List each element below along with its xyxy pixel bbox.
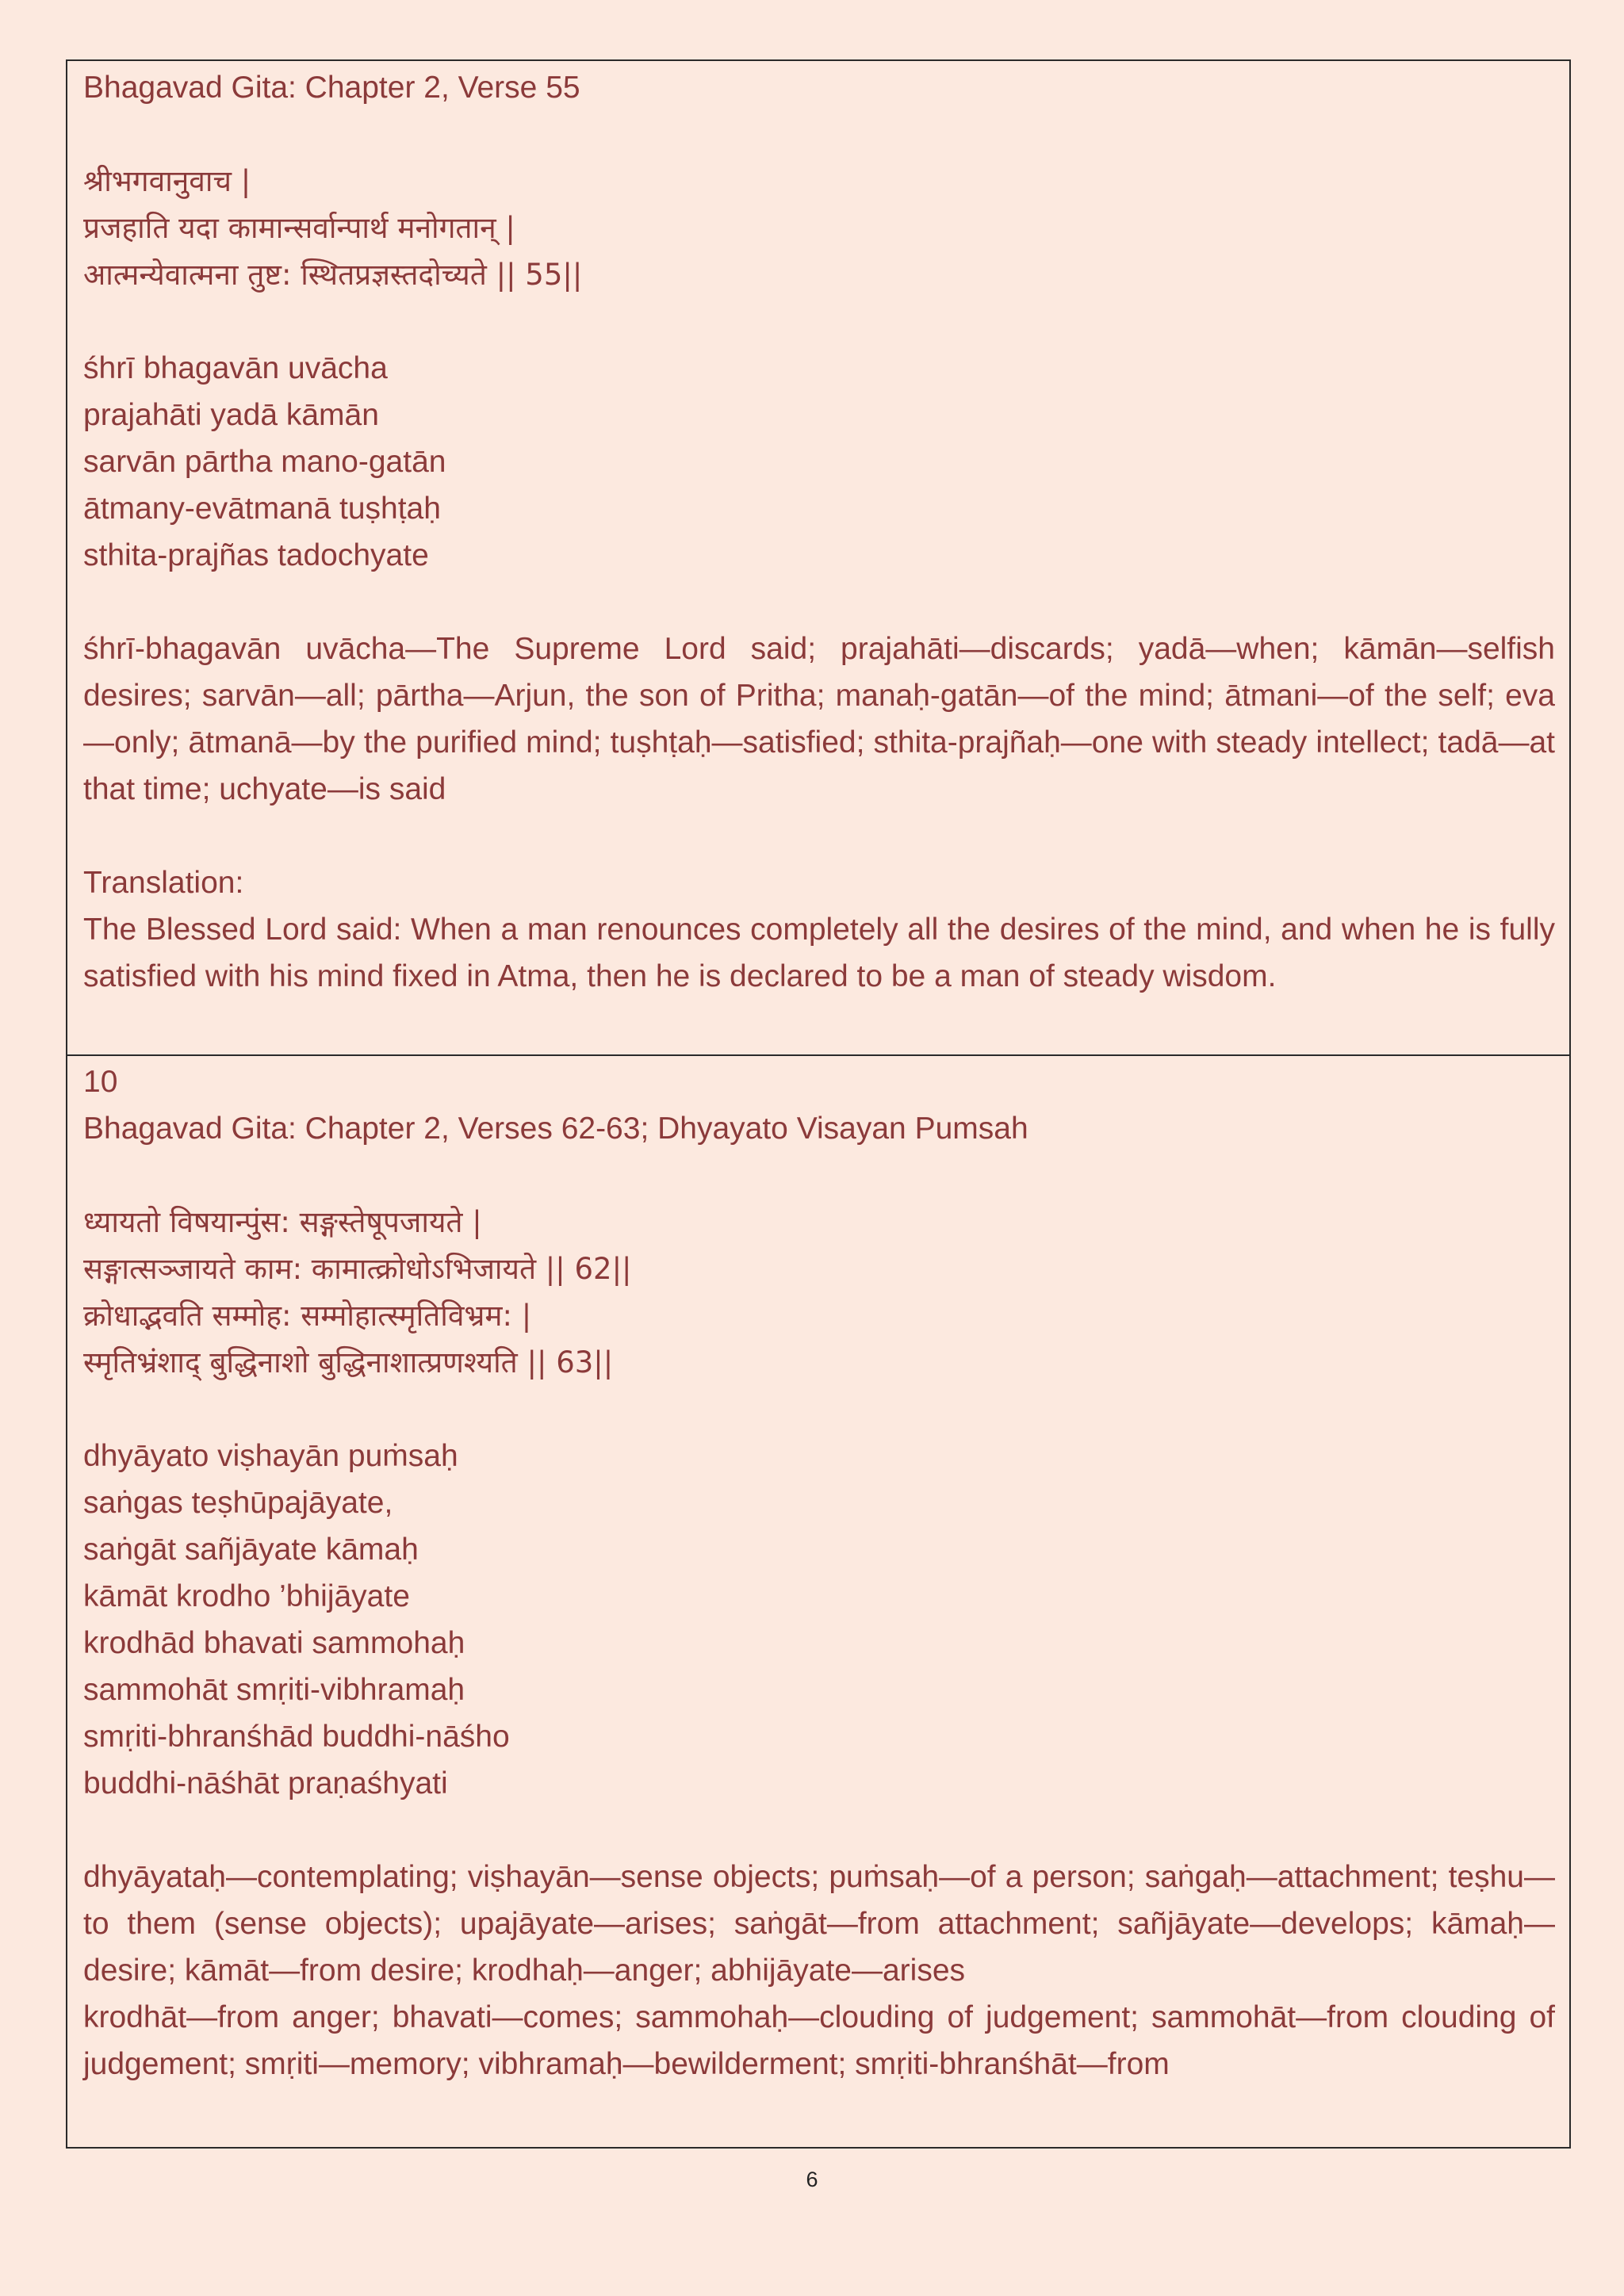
- verse-55-cell: [67, 61, 1569, 1054]
- transliteration-line: kāmāt krodho ’bhijāyate: [83, 1579, 410, 1613]
- word-meanings: śhrī-bhagavān uvācha—The Supreme Lord said; prajahāti—discards; yadā—when; kāmān—selfish desires; sarvān—all; pārtha—Arjun, the son of Pritha; manaḥ-gatān—of the mind; ātmani—of the self; eva—only; ātmanā—by the purified mind; tuṣhṭaḥ—satisfied; sthita-prajñaḥ—one with steady intellect; tadā—at that time; uchyate—is said: [83, 632, 1555, 806]
- transliteration-line: krodhād bhavati sammohaḥ: [83, 1626, 465, 1660]
- verse-62-63-cell: [67, 1057, 1569, 2149]
- spacer: [83, 111, 1555, 158]
- transliteration-line: smṛiti-bhranśhād buddhi-nāśho: [83, 1720, 510, 1754]
- spacer: [83, 298, 1555, 345]
- spacer: [83, 813, 1555, 859]
- verse-62-63-heading: Bhagavad Gita: Chapter 2, Verses 62-63; Dhyayato Visayan Pumsah: [83, 1112, 1028, 1146]
- transliteration-line: prajahāti yadā kāmān: [83, 398, 379, 432]
- spacer: [83, 1152, 1555, 1199]
- translation-label: Translation:: [83, 866, 244, 900]
- transliteration-line: buddhi-nāśhāt praṇaśhyati: [83, 1766, 448, 1800]
- spacer: [83, 1807, 1555, 1854]
- entry-number: 10: [83, 1065, 118, 1099]
- sanskrit-line: स्मृतिभ्रंशाद् बुद्धिनाशो बुद्धिनाशात्प्रणश्यति || 63||: [83, 1345, 614, 1380]
- sanskrit-line: श्रीभगवानुवाच |: [83, 164, 251, 198]
- transliteration-line: sarvān pārtha mano-gatān: [83, 445, 446, 479]
- sanskrit-line: ध्यायतो विषयान्पुंस: सङ्गस्तेषूपजायते |: [83, 1205, 482, 1239]
- row-divider: [67, 1054, 1569, 1056]
- translation-text: The Blessed Lord said: When a man renounces completely all the desires of the mind, and when he is fully satisfied with his mind fixed in Atma, then he is declared to be a man of steady wisdom.: [83, 913, 1555, 993]
- word-meanings-continued: krodhāt—from anger; bhavati—comes; sammohaḥ—clouding of judgement; sammohāt—from clouding of judgement; smṛiti—memory; vibhramaḥ—bewilderment; smṛiti-bhranśhāt—from: [83, 2000, 1555, 2081]
- transliteration-line: śhrī bhagavān uvācha: [83, 351, 388, 385]
- verse-55-heading: Bhagavad Gita: Chapter 2, Verse 55: [83, 71, 580, 105]
- transliteration-line: saṅgāt sañjāyate kāmaḥ: [83, 1533, 419, 1567]
- transliteration-line: dhyāyato viṣhayān puṁsaḥ: [83, 1439, 458, 1473]
- sanskrit-line: प्रजहाति यदा कामान्सर्वान्पार्थ मनोगतान् |: [83, 211, 515, 245]
- word-meanings: dhyāyataḥ—contemplating; viṣhayān—sense objects; puṁsaḥ—of a person; saṅgaḥ—attachment; teṣhu—to them (sense objects); upajāyate—arises; saṅgāt—from attachment; sañjāyate—develops; kāmaḥ—desire; kāmāt—from desire; krodhaḥ—anger; abhijāyate—arises: [83, 1860, 1555, 1988]
- sanskrit-line: आत्मन्येवात्मना तुष्ट: स्थितप्रज्ञस्तदोच्यते || 55||: [83, 258, 583, 292]
- page-number: 6: [806, 2168, 818, 2191]
- sanskrit-line: सङ्गात्सञ्जायते काम: कामात्क्रोधोऽभिजायते || 62||: [83, 1252, 632, 1286]
- verse-table: [66, 59, 1571, 2149]
- spacer: [83, 1386, 1555, 1433]
- transliteration-line: sammohāt smṛiti-vibhramaḥ: [83, 1673, 465, 1707]
- transliteration-line: sthita-prajñas tadochyate: [83, 538, 429, 572]
- sanskrit-line: क्रोधाद्भवति सम्मोह: सम्मोहात्स्मृतिविभ्रम: |: [83, 1299, 532, 1333]
- spacer: [83, 579, 1555, 626]
- transliteration-line: saṅgas teṣhūpajāyate,: [83, 1486, 393, 1520]
- transliteration-line: ātmany-evātmanā tuṣhṭaḥ: [83, 492, 441, 526]
